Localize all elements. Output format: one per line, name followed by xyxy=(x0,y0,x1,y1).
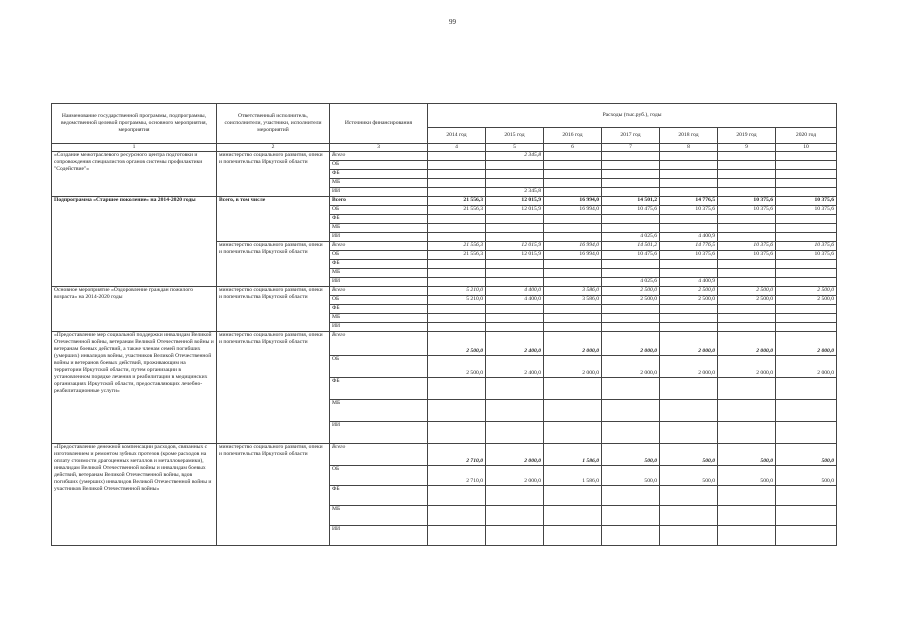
value-cell: 2 000,0 xyxy=(486,444,544,466)
header-year: 2017 год xyxy=(602,128,660,144)
source-label: ФБ xyxy=(330,260,428,269)
row-name: «Создание межотраслевого ресурсного центра подготовки и сопровождения специалистов органов системы профилактики "Содействие"» xyxy=(52,152,217,197)
value-cell xyxy=(718,278,776,287)
column-number: 10 xyxy=(776,144,837,152)
source-label: ИИ xyxy=(330,526,428,546)
source-label: МБ xyxy=(330,314,428,323)
value-cell: 14 501,2 xyxy=(602,242,660,251)
page-number: 99 xyxy=(449,18,456,26)
source-label: ИИ xyxy=(330,278,428,287)
value-cell: 10 375,6 xyxy=(776,251,837,260)
value-cell: 2 400,0 xyxy=(486,332,544,356)
value-cell: 12 015,9 xyxy=(486,206,544,215)
value-cell: 2 000,0 xyxy=(776,356,837,378)
value-cell: 2 000,0 xyxy=(718,332,776,356)
value-cell: 10 375,6 xyxy=(776,197,837,206)
header-year: 2019 год xyxy=(718,128,776,144)
value-cell: 2 000,0 xyxy=(776,332,837,356)
source-label: МБ xyxy=(330,179,428,188)
source-label: ИИ xyxy=(330,323,428,332)
value-cell: 2 000,0 xyxy=(660,356,718,378)
value-cell: 500,0 xyxy=(660,466,718,486)
value-cell: 2 345,8 xyxy=(486,152,544,161)
source-label: МБ xyxy=(330,269,428,278)
source-label: Всего xyxy=(330,152,428,161)
value-cell xyxy=(428,152,486,161)
source-label: МБ xyxy=(330,506,428,526)
value-cell: 16 994,0 xyxy=(544,197,602,206)
source-label: ФБ xyxy=(330,305,428,314)
value-cell: 10 375,6 xyxy=(718,206,776,215)
value-cell: 2 400,0 xyxy=(486,356,544,378)
value-cell: 2 000,0 xyxy=(544,332,602,356)
header-responsible: Ответственный исполнитель, соисполнители, участники, исполнители мероприятий xyxy=(217,104,330,144)
value-cell: 4 400,9 xyxy=(660,233,718,242)
source-label: ФБ xyxy=(330,170,428,179)
header-year: 2018 год xyxy=(660,128,718,144)
value-cell: 10 375,6 xyxy=(660,251,718,260)
value-cell xyxy=(544,188,602,197)
column-number: 1 xyxy=(52,144,217,152)
column-number: 7 xyxy=(602,144,660,152)
row-name: «Предоставление денежной компенсации расходов, связанных с изготовлением и ремонтом зубных протезов (кроме расходов на оплату стоимости драгоценных металлов и металлокерамики), инвалидам Великой Отечественной войны и инвалидам боевых действий, ветеранам Великой Отечественной войны, вдов погибших (умерших) инвалидов Великой Отечественной войны и участников Великой Отечественной войны» xyxy=(52,444,217,546)
value-cell: 2 500,0 xyxy=(660,296,718,305)
value-cell: 2 000,0 xyxy=(660,332,718,356)
value-cell xyxy=(660,152,718,161)
source-label: ФБ xyxy=(330,215,428,224)
value-cell: 3 586,0 xyxy=(544,296,602,305)
source-label: Всего xyxy=(330,332,428,356)
value-cell: 500,0 xyxy=(602,444,660,466)
column-number: 5 xyxy=(486,144,544,152)
source-label: Всего xyxy=(330,197,428,206)
column-number: 4 xyxy=(428,144,486,152)
value-cell: 4 400,0 xyxy=(486,287,544,296)
value-cell: 21 556,3 xyxy=(428,251,486,260)
value-cell: 5 210,0 xyxy=(428,296,486,305)
value-cell: 500,0 xyxy=(776,466,837,486)
value-cell: 500,0 xyxy=(602,466,660,486)
source-label: МБ xyxy=(330,400,428,422)
value-cell: 10 375,6 xyxy=(660,206,718,215)
table-row xyxy=(52,332,837,356)
value-cell: 500,0 xyxy=(776,444,837,466)
value-cell: 500,0 xyxy=(660,444,718,466)
column-number: 6 xyxy=(544,144,602,152)
value-cell xyxy=(660,188,718,197)
value-cell: 2 500,0 xyxy=(718,296,776,305)
value-cell: 10 375,6 xyxy=(718,197,776,206)
value-cell: 2 500,0 xyxy=(660,287,718,296)
value-cell xyxy=(718,188,776,197)
value-cell: 12 015,9 xyxy=(486,197,544,206)
value-cell: 2 500,0 xyxy=(428,356,486,378)
value-cell: 2 000,0 xyxy=(602,356,660,378)
source-label: Всего xyxy=(330,444,428,466)
header-expenses: Расходы (тыс.руб.), годы xyxy=(428,104,837,128)
value-cell: 2 000,0 xyxy=(718,356,776,378)
header-year: 2015 год xyxy=(486,128,544,144)
value-cell: 2 500,0 xyxy=(776,287,837,296)
value-cell: 500,0 xyxy=(718,466,776,486)
value-cell: 21 556,3 xyxy=(428,197,486,206)
value-cell: 10 375,6 xyxy=(718,251,776,260)
value-cell: 12 015,9 xyxy=(486,242,544,251)
value-cell: 10 475,6 xyxy=(602,251,660,260)
value-cell: 16 994,0 xyxy=(544,206,602,215)
value-cell: 21 556,3 xyxy=(428,206,486,215)
header-year: 2014 год xyxy=(428,128,486,144)
header-year: 2020 год xyxy=(776,128,837,144)
value-cell: 4 025,6 xyxy=(602,233,660,242)
value-cell: 14 501,2 xyxy=(602,197,660,206)
source-label: ОБ xyxy=(330,356,428,378)
source-label: ИИ xyxy=(330,422,428,444)
expenditure-table xyxy=(51,103,837,546)
value-cell: 12 015,9 xyxy=(486,251,544,260)
row-responsible: Всего, в том числе xyxy=(217,197,330,242)
value-cell: 2 500,0 xyxy=(776,296,837,305)
value-cell: 1 586,0 xyxy=(544,466,602,486)
value-cell: 10 375,6 xyxy=(776,242,837,251)
source-label: Всего xyxy=(330,287,428,296)
value-cell: 2 500,0 xyxy=(602,296,660,305)
source-label: ОБ xyxy=(330,466,428,486)
value-cell: 10 375,6 xyxy=(776,206,837,215)
value-cell: 2 710,0 xyxy=(428,466,486,486)
source-label: Всего xyxy=(330,242,428,251)
source-label: МБ xyxy=(330,224,428,233)
source-label: ИИ xyxy=(330,233,428,242)
value-cell: 2 500,0 xyxy=(602,287,660,296)
column-number: 2 xyxy=(217,144,330,152)
value-cell: 10 475,6 xyxy=(602,206,660,215)
value-cell: 16 994,0 xyxy=(544,242,602,251)
value-cell: 5 210,0 xyxy=(428,287,486,296)
source-label: ОБ xyxy=(330,161,428,170)
value-cell xyxy=(486,233,544,242)
source-label: ФБ xyxy=(330,486,428,506)
value-cell: 2 000,0 xyxy=(602,332,660,356)
value-cell: 21 556,3 xyxy=(428,242,486,251)
value-cell: 500,0 xyxy=(718,444,776,466)
value-cell xyxy=(544,233,602,242)
header-source: Источники финансирования xyxy=(330,104,428,144)
header-name: Наименование государственной программы, подпрограммы, ведомственной целевой программы, основного мероприятия, мероприятия xyxy=(52,104,217,144)
table-row xyxy=(52,287,837,296)
value-cell xyxy=(602,188,660,197)
value-cell: 4 025,6 xyxy=(602,278,660,287)
row-responsible: министерство социального развития, опеки и попечительства Иркутской области xyxy=(217,332,330,444)
value-cell: 2 000,0 xyxy=(544,356,602,378)
column-number: 8 xyxy=(660,144,718,152)
value-cell: 4 400,9 xyxy=(660,278,718,287)
value-cell xyxy=(486,278,544,287)
value-cell: 2 500,0 xyxy=(718,287,776,296)
value-cell xyxy=(544,152,602,161)
subprogram-name: Подпрограмма «Старшее поколение» на 2014-2020 годы xyxy=(52,197,217,287)
source-label: ОБ xyxy=(330,206,428,215)
value-cell xyxy=(428,233,486,242)
table-row xyxy=(52,197,837,206)
table-row xyxy=(52,444,837,466)
table-row xyxy=(52,152,837,161)
row-responsible: министерство социального развития, опеки и попечительства Иркутской области xyxy=(217,152,330,197)
column-number: 9 xyxy=(718,144,776,152)
value-cell xyxy=(428,278,486,287)
value-cell: 2 345,8 xyxy=(486,188,544,197)
value-cell: 2 000,0 xyxy=(486,466,544,486)
value-cell xyxy=(776,233,837,242)
value-cell: 2 710,0 xyxy=(428,444,486,466)
source-label: ИИ xyxy=(330,188,428,197)
row-responsible: министерство социального развития, опеки и попечительства Иркутской области xyxy=(217,444,330,546)
value-cell: 3 586,0 xyxy=(544,287,602,296)
row-responsible: министерство социального развития, опеки и попечительства Иркутской области xyxy=(217,287,330,332)
value-cell xyxy=(718,152,776,161)
source-label: ОБ xyxy=(330,296,428,305)
source-label: ФБ xyxy=(330,378,428,400)
header-year: 2016 год xyxy=(544,128,602,144)
value-cell: 14 776,5 xyxy=(660,242,718,251)
row-responsible: министерство социального развития, опеки и попечительства Иркутской области xyxy=(217,242,330,287)
value-cell: 14 776,5 xyxy=(660,197,718,206)
value-cell: 2 500,0 xyxy=(428,332,486,356)
value-cell: 16 994,0 xyxy=(544,251,602,260)
value-cell: 10 375,6 xyxy=(718,242,776,251)
value-cell: 4 400,0 xyxy=(486,296,544,305)
value-cell xyxy=(718,233,776,242)
value-cell xyxy=(428,188,486,197)
value-cell xyxy=(776,152,837,161)
source-label: ОБ xyxy=(330,251,428,260)
value-cell xyxy=(602,152,660,161)
row-name: Основное мероприятие «Оздоровление граждан пожилого возраста» на 2014-2020 годы xyxy=(52,287,217,332)
row-name: «Предоставление мер социальной поддержки инвалидам Великой Отечественной войны, ветеранам Великой Отечественной войны и ветеранам боевых действий, а также членам семей погибших (умерших) инвалидов войны, участников Великой Отечественной войны и ветеранов боевых действий, проживающим на территории Иркутской области, путем организации в установленном порядке лечения и реабилитации в медицинских организациях Иркутской области, предоставляющих лечебно-реабилитационные услуги» xyxy=(52,332,217,444)
value-cell: 1 586,0 xyxy=(544,444,602,466)
value-cell xyxy=(776,188,837,197)
column-number: 3 xyxy=(330,144,428,152)
value-cell xyxy=(544,278,602,287)
value-cell xyxy=(776,278,837,287)
